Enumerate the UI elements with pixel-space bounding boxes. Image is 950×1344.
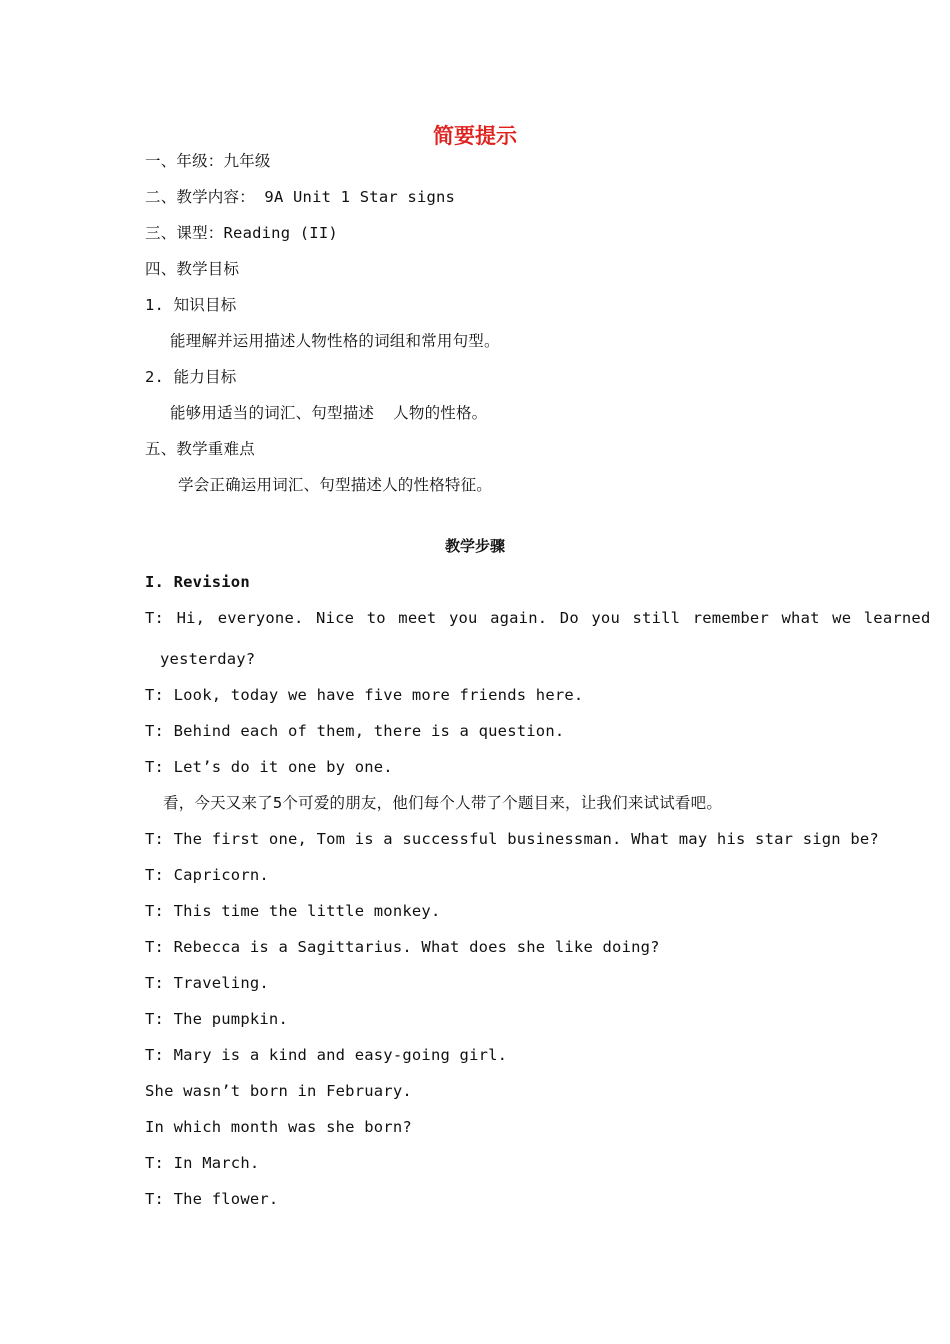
ability-objective-heading: 2. 能力目标	[145, 368, 237, 386]
step-line: She wasn’t born in February.	[145, 1082, 412, 1100]
step-line: yesterday?	[160, 650, 256, 668]
document-title: 简要提示	[433, 124, 517, 148]
step-line: T: This time the little monkey.	[145, 902, 441, 920]
knowledge-objective-text: 能理解并运用描述人物性格的词组和常用句型。	[170, 332, 500, 350]
key-points-text: 学会正确运用词汇、句型描述人的性格特征。	[178, 476, 493, 494]
step-line: T: Hi, everyone. Nice to meet you again. Do you still remember what we learned	[145, 609, 931, 627]
step-line: T: Let’s do it one by one.	[145, 758, 393, 776]
step-line: 看，今天又来了5个可爱的朋友，他们每个人带了个题目来，让我们来试试看吧。	[163, 794, 723, 812]
content-line: 二、教学内容： 9A Unit 1 Star signs	[145, 188, 456, 206]
knowledge-objective-heading: 1. 知识目标	[145, 296, 237, 314]
steps-title: 教学步骤	[444, 537, 505, 555]
key-points-heading: 五、教学重难点	[145, 440, 255, 458]
step-line: T: The pumpkin.	[145, 1010, 288, 1028]
step-line: T: Capricorn.	[145, 866, 269, 884]
objectives-heading: 四、教学目标	[145, 260, 240, 278]
step-line: In which month was she born?	[145, 1118, 412, 1136]
revision-heading: I. Revision	[145, 573, 250, 591]
ability-objective-text: 能够用适当的词汇、句型描述 人物的性格。	[170, 404, 488, 422]
step-line: T: Traveling.	[145, 974, 269, 992]
step-line: T: In March.	[145, 1154, 260, 1172]
step-line: T: Rebecca is a Sagittarius. What does she like doing?	[145, 938, 660, 956]
step-line: T: The flower.	[145, 1190, 279, 1208]
lesson-type-line: 三、课型：Reading (II)	[145, 224, 338, 242]
step-line: T: Behind each of them, there is a question.	[145, 722, 565, 740]
step-line: T: Mary is a kind and easy-going girl.	[145, 1046, 508, 1064]
step-line: T: The first one, Tom is a successful businessman. What may his star sign be?	[145, 830, 879, 848]
grade-line: 一、年级：九年级	[145, 152, 271, 170]
step-line: T: Look, today we have five more friends here.	[145, 686, 584, 704]
